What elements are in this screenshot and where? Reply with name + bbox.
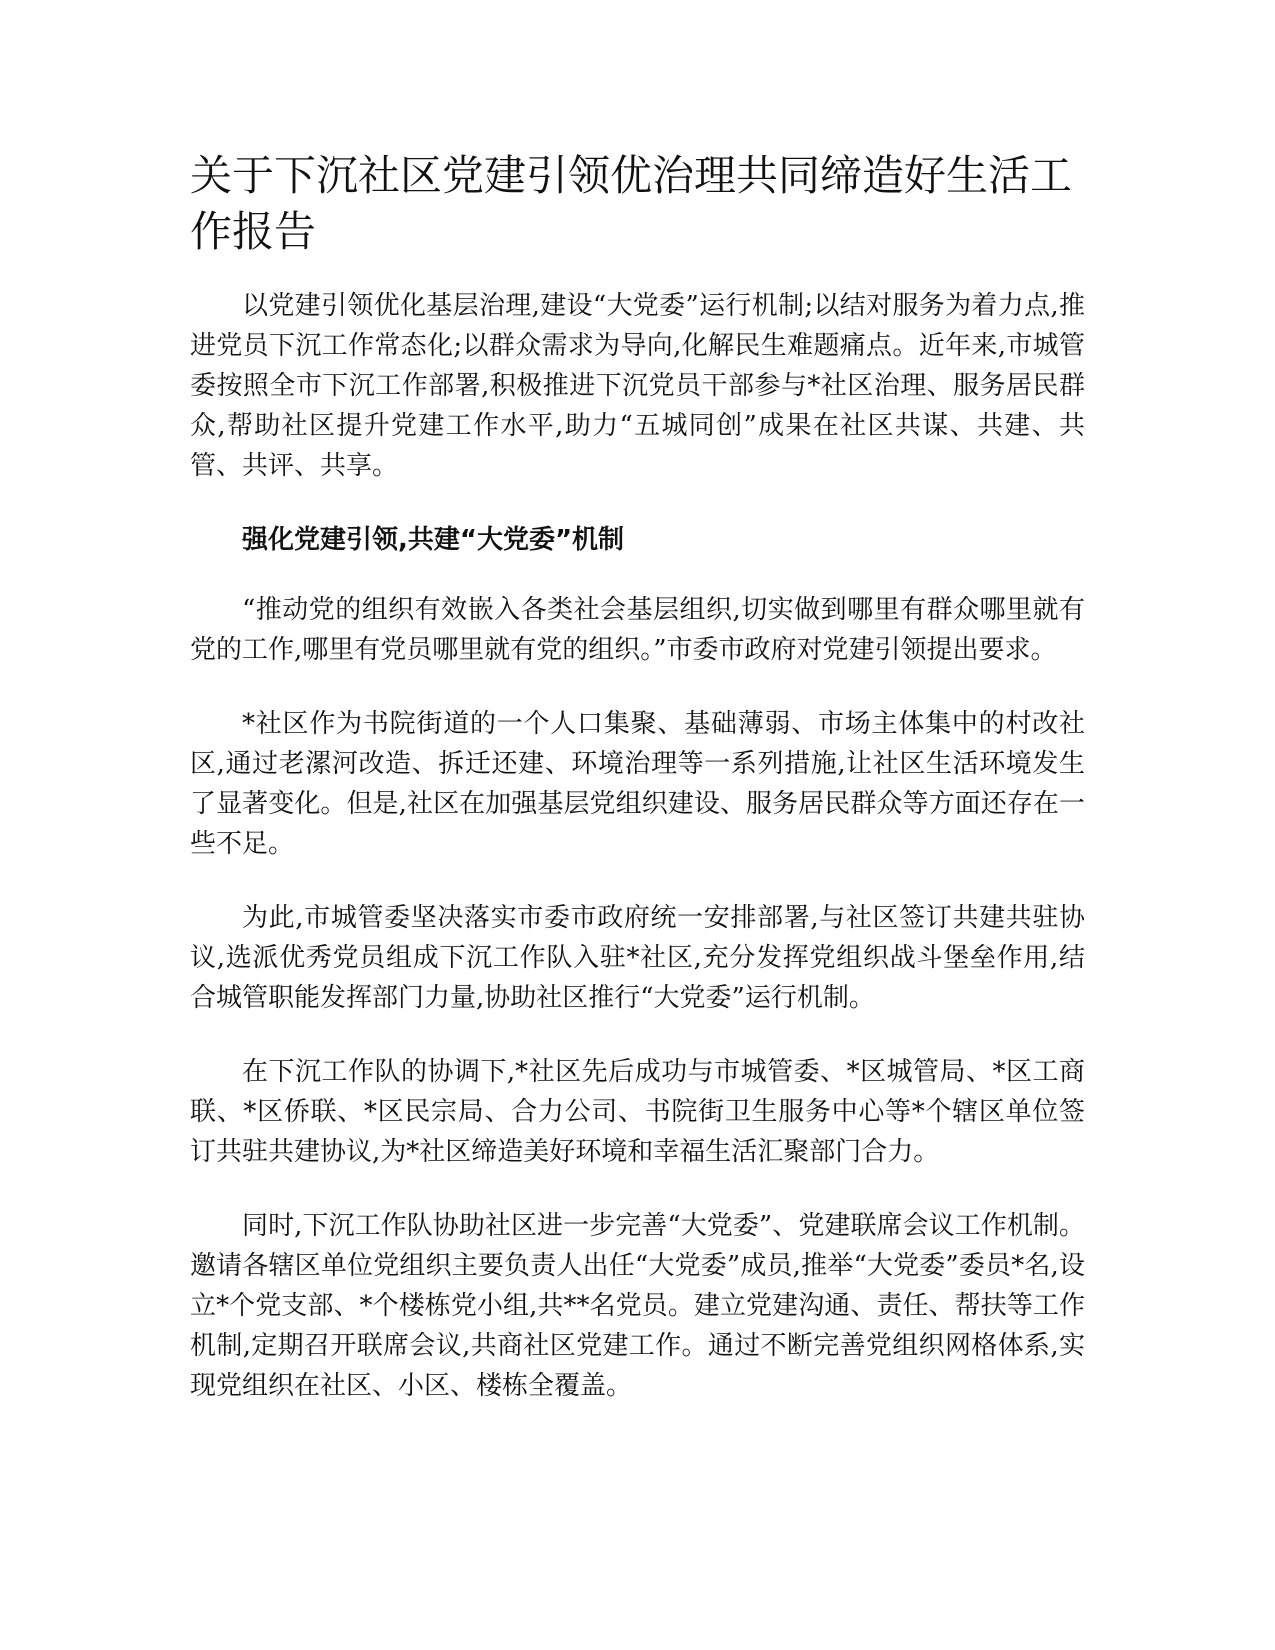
body-paragraph: 同时,下沉工作队协助社区进一步完善“大党委”、党建联席会议工作机制。邀请各辖区单位党组织主要负责人出任“大党委”成员,推举“大党委”委员*名,设立*个党支部、*个楼栋党小组,共**名党员。建立党建沟通、责任、帮扶等工作机制,定期召开联席会议,共商社区党建工作。通过不断完善党组织网格体系,实现党组织在社区、小区、楼栋全覆盖。 <box>190 1211 1085 1401</box>
document-title: 关于下沉社区党建引领优治理共同缔造好生活工作报告 <box>190 151 1073 256</box>
intro-paragraph: 以党建引领优化基层治理,建设“大党委”运行机制;以结对服务为着力点,推进党员下沉工作常态化;以群众需求为导向,化解民生难题痛点。近年来,市城管委按照全市下沉工作部署,积极推进下沉党员干部参与*社区治理、服务居民群众,帮助社区提升党建工作水平,助力“五城同创”成果在社区共谋、共建、共管、共评、共享。 <box>190 291 1085 481</box>
section-heading: 强化党建引领,共建“大党委”机制 <box>242 525 625 555</box>
body-paragraph: 为此,市城管委坚决落实市委市政府统一安排部署,与社区签订共建共驻协议,选派优秀党员组成下沉工作队入驻*社区,充分发挥党组织战斗堡垒作用,结合城管职能发挥部门力量,协助社区推行“大党委”运行机制。 <box>190 903 1085 1013</box>
document-body <box>190 148 1085 1440</box>
body-paragraph: “推动党的组织有效嵌入各类社会基层组织,切实做到哪里有群众哪里就有党的工作,哪里有党员哪里就有党的组织。”市委市政府对党建引领提出要求。 <box>190 595 1085 665</box>
body-paragraph: *社区作为书院街道的一个人口集聚、基础薄弱、市场主体集中的村改社区,通过老漯河改造、拆迁还建、环境治理等一系列措施,让社区生活环境发生了显著变化。但是,社区在加强基层党组织建设、服务居民群众等方面还存在一些不足。 <box>190 709 1085 859</box>
body-paragraph: 在下沉工作队的协调下,*社区先后成功与市城管委、*区城管局、*区工商联、*区侨联、*区民宗局、合力公司、书院街卫生服务中心等*个辖区单位签订共驻共建协议,为*社区缔造美好环境和幸福生活汇聚部门合力。 <box>190 1057 1085 1167</box>
